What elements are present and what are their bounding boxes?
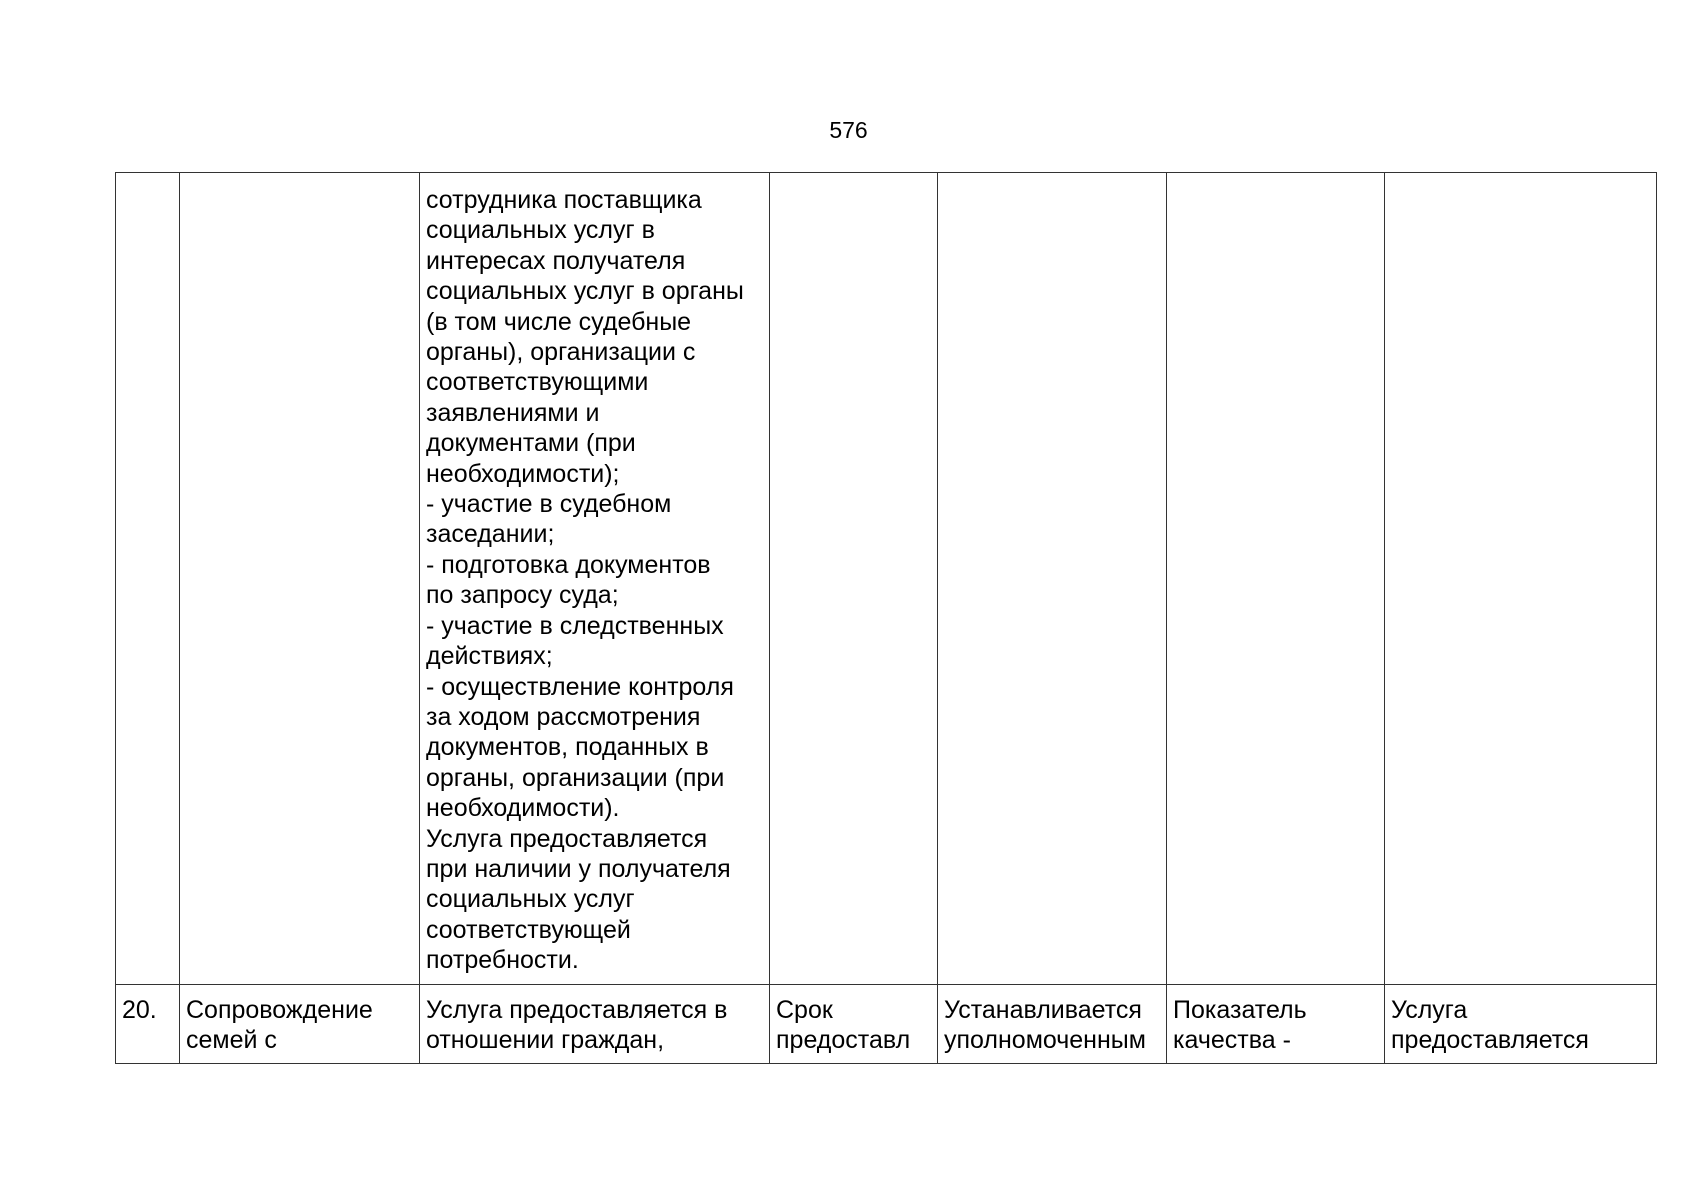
cell-service-name [180, 173, 420, 985]
table-row-continuation [116, 173, 1657, 985]
cell-service-description: Услуга предоставляется в отношении граждан, [420, 984, 770, 1063]
page-number: 576 [829, 117, 868, 143]
cell-service-term [770, 173, 938, 985]
cell-conditions: Услуга предоставляется [1385, 984, 1657, 1063]
cell-conditions [1385, 173, 1657, 985]
cell-quality-indicator: Показатель качества - [1167, 984, 1385, 1063]
cell-service-rate [938, 173, 1167, 985]
cell-service-term: Срок предоставл [770, 984, 938, 1063]
cell-quality-indicator [1167, 173, 1385, 985]
cell-service-rate: Устанавливается уполномоченным [938, 984, 1167, 1063]
cell-number [116, 173, 180, 985]
services-table [115, 172, 1657, 1064]
cell-number: 20. [116, 984, 180, 1063]
table-row-20 [116, 984, 1657, 1063]
cell-service-name: Сопровождение семей с [180, 984, 420, 1063]
cell-service-description: сотрудника поставщика социальных услуг в интересах получателя социальных услуг в органы (в том числе судебные органы), организации с соответствующими заявлениями и документами (при необходимости); - участие в судебном заседании; - подготовка документов по запросу суда; - участие в следственных действиях; - осуществление контроля за ходом рассмотрения документов, поданных в органы, организации (при необходимости). Услуга предоставляется при наличии у получателя социальных услуг соответствующей потребности. [420, 173, 770, 985]
